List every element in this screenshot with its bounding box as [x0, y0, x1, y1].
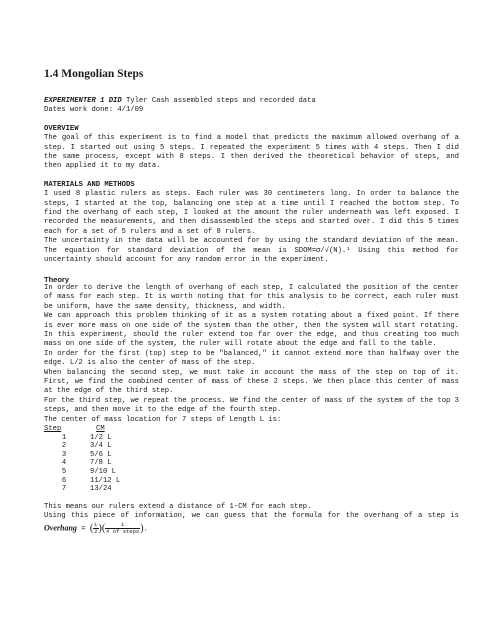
- table-cell-step: 6: [61, 476, 67, 485]
- dates-line: Dates work done: 4/1/09: [44, 106, 144, 115]
- table-cell-step: 3: [61, 450, 67, 459]
- formula-intro: Using this piece of information, we can guess that the formula for the overhang of a step is: [44, 512, 459, 521]
- page-title: 1.4 Mongolian Steps: [44, 68, 144, 80]
- table-cell-cm: 5/6 L: [90, 450, 112, 459]
- theory-heading: Theory: [44, 274, 70, 284]
- fraction-1-numerator: L: [94, 520, 98, 528]
- table-cell-cm: 3/4 L: [90, 442, 112, 451]
- theory-paragraph-5: For the third step, we repeat the process. We find the center of mass of the system of the top 3 steps, and then move it to the edge of the fourth step.: [44, 396, 459, 415]
- overview-heading: OVERVIEW: [44, 124, 79, 133]
- fraction-2-denominator: # of steps: [106, 527, 140, 535]
- methods-heading: MATERIALS AND METHODS: [44, 180, 135, 189]
- table-cell-step: 5: [61, 467, 67, 476]
- table-cell-cm: 9/10 L: [90, 467, 116, 476]
- table-cell-cm: 1/2 L: [90, 433, 112, 442]
- table-cell-cm: 13/24: [90, 485, 112, 494]
- formula-equals: =: [76, 524, 90, 533]
- center-of-mass-table: [44, 425, 120, 494]
- methods-paragraph-2: The uncertainty in the data will be accounted for by using the standard deviation of the mean. The equation for standard deviation of the mean is SDOM=σ/√(N).¹ Using this method for uncertainty should account for any random error in the experiment.: [44, 237, 459, 265]
- fraction-2-numerator: 1: [105, 522, 140, 529]
- table-row: [44, 434, 120, 443]
- experimenter-label: EXPERIMENTER 1 DID: [44, 97, 122, 105]
- table-cell-step: 4: [61, 459, 67, 468]
- table-header-step: Step: [44, 425, 62, 433]
- overview-text: The goal of this experiment is to find a model that predicts the maximum allowed overhang of a step. I started out using 5 steps. I repeated the experiment 5 times with 4 steps. Then I did the same process, except with 8 steps. I then derived the theoretical behavior of steps, and then applied it to my data.: [44, 134, 459, 171]
- formula-fraction-2: [105, 522, 140, 535]
- table-cell-cm: 7/8 L: [90, 459, 112, 468]
- table-row: [44, 468, 120, 477]
- experimenter-text: Tyler Cash assembled steps and recorded data: [121, 97, 316, 105]
- table-row: [44, 485, 120, 494]
- table-header-cm: CM: [96, 425, 105, 433]
- table-row: [44, 477, 120, 486]
- table-header-row: [44, 425, 120, 434]
- table-row: [44, 459, 120, 468]
- theory-paragraph-4: When balancing the second step, we must take in account the mass of the step on top of it. First, we find the combined center of mass of these 2 steps. We then place this center of mass at the edge of the third step.: [44, 368, 459, 396]
- theory-paragraph-6: The center of mass location for 7 steps of Length L is:: [44, 415, 282, 424]
- theory-paragraph-8: Using this piece of information, we can guess that the formula for the overhang of a step is Overhang = ( $\frac{L}{2}$ )( $\frac{1}{\text{\# of steps}}$ ).: [44, 512, 459, 535]
- table-cell-step: 2: [61, 442, 67, 451]
- table-cell-step: 1: [61, 433, 67, 442]
- table-cell-step: 7: [61, 485, 67, 494]
- table-row: [44, 442, 120, 451]
- theory-paragraph-3: In order for the first (top) step to be "balanced," it cannot extend more than halfway over the edge. L/2 is also the center of mass of the step.: [44, 349, 459, 368]
- table-row: [44, 451, 120, 460]
- theory-paragraph-2: We can approach this problem thinking of it as a system rotating about a fixed point. If there is ever more mass on one side of the system than the other, then the system will start rotating. In this experiment, should the ruler extend too far over the edge, and thus creating too much mass on one side of the system, the ruler will rotate about the edge and fall to the table.: [44, 312, 459, 349]
- experimenter-line: [44, 97, 459, 106]
- theory-paragraph-1: In order to derive the length of overhang of each step, I calculated the position of the center of mass for each step. It is worth noting that for this analysis to be correct, each ruler must be uniform, have the same density, thickness, and width.: [44, 283, 459, 311]
- theory-paragraph-7: This means our rulers extend a distance of 1-CM for each step.: [44, 502, 312, 511]
- formula-label: Overhang: [44, 522, 77, 532]
- methods-paragraph-1: I used 8 plastic rulers as steps. Each ruler was 30 centimeters long. In order to balance the steps, I started at the top, balancing one step at a time until I reached the bottom step. To find the overhang of each step, I looked at the amount the ruler underneath was left exposed. I recorded the measurements, and then disassembled the steps and started over. I did this 5 times each for a set of 5 rulers and a set of 8 rulers.: [44, 190, 459, 236]
- table-cell-cm: 11/12 L: [90, 476, 121, 485]
- formula-period: .: [143, 524, 148, 533]
- fraction-1-denominator: 2: [94, 527, 98, 535]
